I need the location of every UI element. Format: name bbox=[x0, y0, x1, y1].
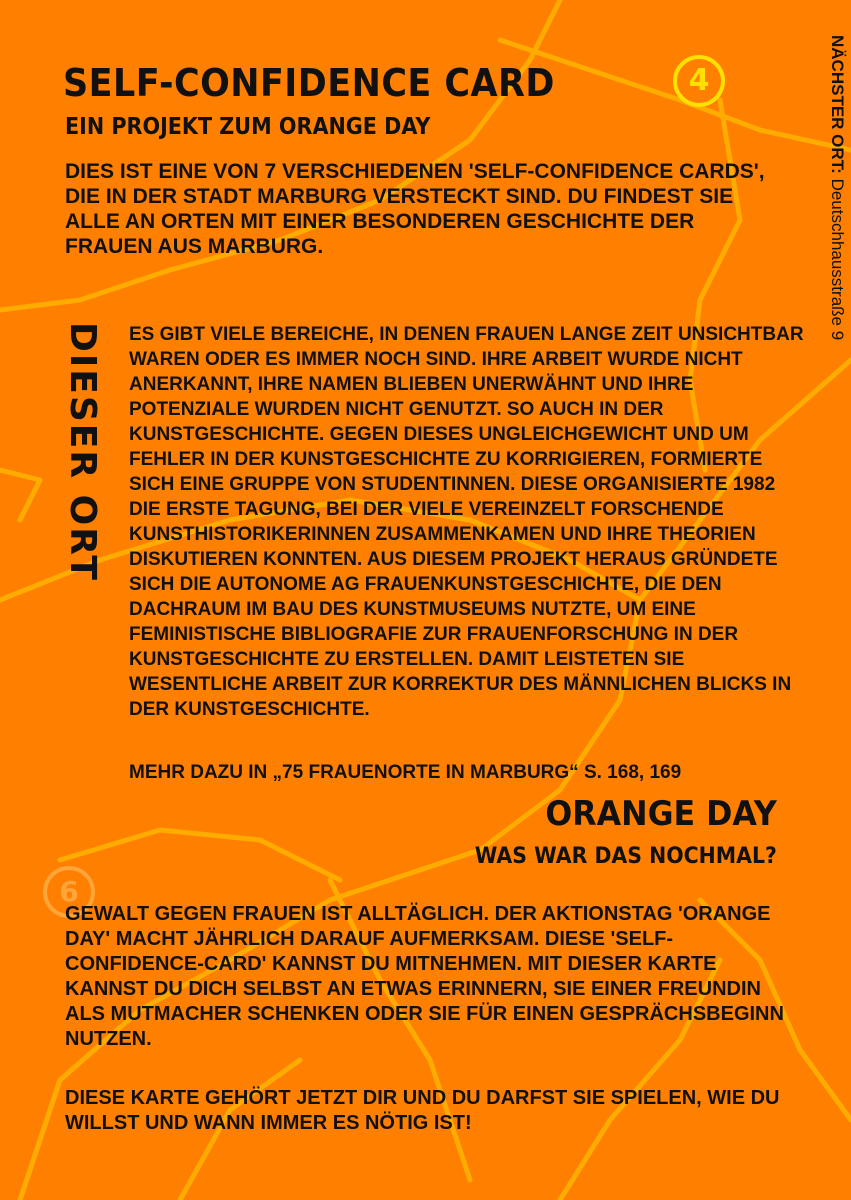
intro-text: DIES IST EINE VON 7 VERSCHIEDENEN 'SELF-CONFIDENCE CARDS', DIE IN DER STADT MARBURG VERSTECKT SIND. DU FINDEST SIE ALLE AN ORTEN MIT EINER BESONDEREN GESCHICHTE DER FRAUEN AUS MARBURG. bbox=[65, 160, 765, 258]
map-line bbox=[0, 470, 40, 520]
orange-day-subheading: WAS WAR DAS NOCHMAL? bbox=[474, 844, 777, 869]
place-description: ES GIBT VIELE BEREICHE, IN DENEN FRAUEN LANGE ZEIT UNSICHTBAR WAREN ODER ES IMMER NOCH SIND. IHRE ARBEIT WURDE NICHT ANERKANNT, IHRE NAMEN BLIEBEN UNERWÄHNT UND IHRE POTENZIALE WURDEN NICHT GENUTZT. SO AUCH IN DER KUNSTGESCHICHTE. GEGEN DIESES UNGLEICHGEWICHT UND UM FEHLER IN DER KUNSTGESCHICHTE ZU KORRIGIEREN, FORMIERTE SICH EINE GRUPPE VON STUDENTINNEN. DIESE ORGANISIERTE 1982 DIE ERSTE TAGUNG, BEI DER VIELE VEREINZELT FORSCHENDE KUNSTHISTORIKERINNEN ZUSAMMENKAMEN UND IHRE THEORIEN DISKUTIEREN KONNTEN. AUS DIESEM PROJEKT HERAUS GRÜNDETE SICH DIE AUTONOME AG FRAUENKUNSTGESCHICHTE, DIE DEN DACHRAUM IM BAU DES KUNSTMUSEUMS NUTZTE, UM EINE FEMINISTISCHE BIBLIOGRAFIE ZUR FRAUENFORSCHUNG IN DER KUNSTGESCHICHTE ZU ERSTELLEN. DAMIT LEISTETEN SIE WESENTLICHE ARBEIT ZUR KORREKTUR DES MÄNNLICHEN BLICKS IN DER KUNSTGESCHICHTE. bbox=[129, 324, 804, 720]
next-location-label: NÄCHSTER ORT: bbox=[828, 35, 847, 174]
card-subtitle: EIN PROJEKT ZUM ORANGE DAY bbox=[65, 114, 431, 140]
card-title: SELF-CONFIDENCE CARD bbox=[63, 61, 555, 105]
next-location-value: Deutschhausstraße 9 bbox=[828, 178, 847, 341]
faint-number-badge: 6 bbox=[43, 866, 95, 918]
map-line bbox=[60, 830, 340, 880]
map-line bbox=[0, 0, 560, 310]
closing-paragraph: DIESE KARTE GEHÖRT JETZT DIR UND DU DARFST SIE SPIELEN, WIE DU WILLST UND WANN IMMER ES NÖTIG IST! bbox=[65, 1087, 780, 1134]
place-heading: DIESER ORT bbox=[62, 322, 103, 582]
orange-day-paragraph: GEWALT GEGEN FRAUEN IST ALLTÄGLICH. DER AKTIONSTAG 'ORANGE DAY' MACHT JÄHRLICH DARAUF AUFMERKSAM. DIESE 'SELF-CONFIDENCE-CARD' KANNST DU MITNEHMEN. MIT DIESER KARTE KANNST DU DICH SELBST AN ETWAS ERINNERN, SIE EINER FREUNDIN ALS MUTMACHER SCHENKEN ODER SIE FÜR EINEN GESPRÄCHSBEGINN NUTZEN. bbox=[65, 903, 784, 1050]
card-number-badge: 4 bbox=[673, 55, 725, 107]
book-reference: MEHR DAZU IN „75 FRAUENORTE IN MARBURG“ S. 168, 169 bbox=[129, 762, 682, 783]
orange-day-heading: ORANGE DAY bbox=[545, 794, 777, 834]
next-location bbox=[827, 35, 847, 340]
